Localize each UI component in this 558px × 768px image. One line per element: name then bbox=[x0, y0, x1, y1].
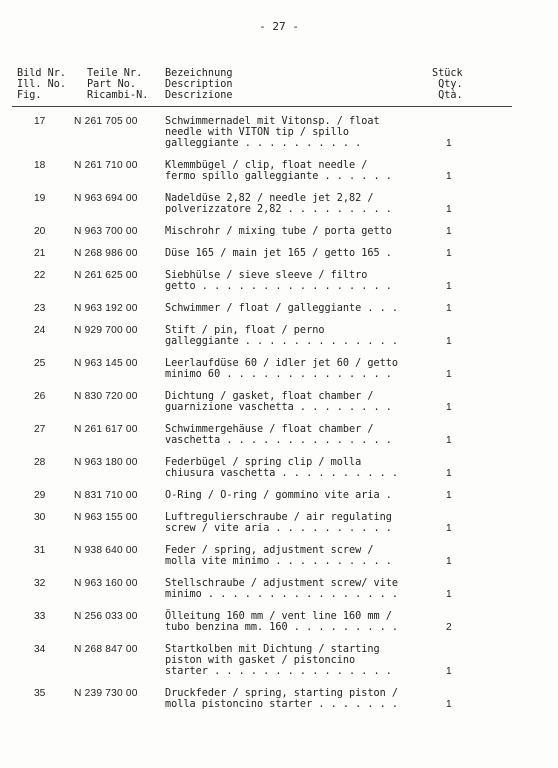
row-quantity: 1 bbox=[446, 666, 452, 677]
row-part-number: N 963 700 00 bbox=[74, 226, 138, 237]
table-row bbox=[0, 193, 558, 215]
table-row bbox=[0, 512, 558, 534]
row-figure-number: 27 bbox=[34, 424, 46, 435]
row-quantity: 1 bbox=[446, 589, 452, 600]
row-description: Luftregulierschraube / air regulating screw / vite aria . . . . . . . . . . bbox=[165, 512, 392, 534]
table-row bbox=[0, 424, 558, 446]
row-figure-number: 26 bbox=[34, 391, 46, 402]
row-figure-number: 22 bbox=[34, 270, 46, 281]
row-figure-number: 30 bbox=[34, 512, 46, 523]
row-description: Stift / pin, float / perno galleggiante . . . . . . . . . . . . . bbox=[165, 325, 399, 347]
table-row bbox=[0, 116, 558, 149]
row-part-number: N 963 160 00 bbox=[74, 578, 138, 589]
row-description: Startkolben mit Dichtung / starting piston with gasket / pistoncino starter . . . . . . . . . . . . . . . bbox=[165, 644, 392, 677]
row-part-number: N 831 710 00 bbox=[74, 490, 138, 501]
header-divider bbox=[12, 106, 512, 107]
table-row bbox=[0, 248, 558, 259]
row-description: Feder / spring, adjustment screw / molla vite minimo . . . . . . . . . . bbox=[165, 545, 392, 567]
row-quantity: 1 bbox=[446, 204, 452, 215]
table-row bbox=[0, 325, 558, 347]
row-part-number: N 963 145 00 bbox=[74, 358, 138, 369]
table-row bbox=[0, 611, 558, 633]
row-description: Siebhülse / sieve sleeve / filtro getto . . . . . . . . . . . . . . . . bbox=[165, 270, 392, 292]
table-row bbox=[0, 270, 558, 292]
row-part-number: N 256 033 00 bbox=[74, 611, 138, 622]
row-quantity: 1 bbox=[446, 402, 452, 413]
row-description: Nadeldüse 2,82 / needle jet 2,82 / polverizzatore 2,82 . . . . . . . . . bbox=[165, 193, 392, 215]
row-figure-number: 34 bbox=[34, 644, 46, 655]
row-part-number: N 963 180 00 bbox=[74, 457, 138, 468]
row-figure-number: 23 bbox=[34, 303, 46, 314]
row-figure-number: 32 bbox=[34, 578, 46, 589]
row-quantity: 1 bbox=[446, 226, 452, 237]
table-row bbox=[0, 226, 558, 237]
row-quantity: 1 bbox=[446, 369, 452, 380]
row-description: Düse 165 / main jet 165 / getto 165 . bbox=[165, 248, 392, 259]
row-figure-number: 17 bbox=[34, 116, 46, 127]
row-part-number: N 239 730 00 bbox=[74, 688, 138, 699]
row-figure-number: 19 bbox=[34, 193, 46, 204]
row-quantity: 1 bbox=[446, 138, 452, 149]
row-figure-number: 29 bbox=[34, 490, 46, 501]
row-figure-number: 18 bbox=[34, 160, 46, 171]
column-header-qty: Stück Qty. Qtà. bbox=[432, 68, 463, 101]
row-part-number: N 261 617 00 bbox=[74, 424, 138, 435]
row-part-number: N 929 700 00 bbox=[74, 325, 138, 336]
row-description: Mischrohr / mixing tube / porta getto bbox=[165, 226, 392, 237]
table-row bbox=[0, 160, 558, 182]
row-part-number: N 963 155 00 bbox=[74, 512, 138, 523]
row-quantity: 1 bbox=[446, 435, 452, 446]
row-part-number: N 963 694 00 bbox=[74, 193, 138, 204]
row-figure-number: 24 bbox=[34, 325, 46, 336]
row-figure-number: 31 bbox=[34, 545, 46, 556]
row-description: O-Ring / O-ring / gommino vite aria . bbox=[165, 490, 392, 501]
row-part-number: N 261 705 00 bbox=[74, 116, 138, 127]
row-quantity: 2 bbox=[446, 622, 452, 633]
table-row bbox=[0, 358, 558, 380]
table-row bbox=[0, 644, 558, 677]
row-description: Federbügel / spring clip / molla chiusura vaschetta . . . . . . . . . . bbox=[165, 457, 399, 479]
row-figure-number: 21 bbox=[34, 248, 46, 259]
row-description: Klemmbügel / clip, float needle / fermo spillo galleggiante . . . . . . bbox=[165, 160, 392, 182]
row-description: Leerlaufdüse 60 / idler jet 60 / getto minimo 60 . . . . . . . . . . . . . . bbox=[165, 358, 399, 380]
row-quantity: 1 bbox=[446, 490, 452, 501]
row-quantity: 1 bbox=[446, 281, 452, 292]
parts-list bbox=[0, 116, 558, 721]
row-quantity: 1 bbox=[446, 248, 452, 259]
column-header-description: Bezeichnung Description Descrizione bbox=[165, 68, 233, 101]
row-quantity: 1 bbox=[446, 303, 452, 314]
row-description: Schwimmernadel mit Vitonsp. / float needle with VITON tip / spillo galleggiante . . . . . . . . . . bbox=[165, 116, 380, 149]
row-figure-number: 33 bbox=[34, 611, 46, 622]
row-part-number: N 261 710 00 bbox=[74, 160, 138, 171]
table-row bbox=[0, 303, 558, 314]
table-row bbox=[0, 391, 558, 413]
row-description: Schwimmergehäuse / float chamber / vaschetta . . . . . . . . . . . . . . bbox=[165, 424, 392, 446]
page-number: - 27 - bbox=[259, 20, 299, 33]
row-figure-number: 25 bbox=[34, 358, 46, 369]
row-figure-number: 28 bbox=[34, 457, 46, 468]
row-description: Schwimmer / float / galleggiante . . . bbox=[165, 303, 399, 314]
row-quantity: 1 bbox=[446, 171, 452, 182]
row-part-number: N 938 640 00 bbox=[74, 545, 138, 556]
row-figure-number: 35 bbox=[34, 688, 46, 699]
row-description: Druckfeder / spring, starting piston / molla pistoncino starter . . . . . . . bbox=[165, 688, 399, 710]
table-row bbox=[0, 457, 558, 479]
row-quantity: 1 bbox=[446, 468, 452, 479]
row-part-number: N 268 847 00 bbox=[74, 644, 138, 655]
row-part-number: N 963 192 00 bbox=[74, 303, 138, 314]
row-part-number: N 268 986 00 bbox=[74, 248, 138, 259]
table-row bbox=[0, 490, 558, 501]
row-figure-number: 20 bbox=[34, 226, 46, 237]
row-description: Ölleitung 160 mm / vent line 160 mm / tubo benzina mm. 160 . . . . . . . . . bbox=[165, 611, 399, 633]
column-header-part: Teile Nr. Part No. Ricambi-N. bbox=[87, 68, 149, 101]
column-header-fig: Bild Nr. Ill. No. Fig. bbox=[17, 68, 67, 101]
table-row bbox=[0, 578, 558, 600]
row-quantity: 1 bbox=[446, 699, 452, 710]
table-row bbox=[0, 688, 558, 710]
row-description: Dichtung / gasket, float chamber / guarnizione vaschetta . . . . . . . . bbox=[165, 391, 392, 413]
table-row bbox=[0, 545, 558, 567]
row-quantity: 1 bbox=[446, 556, 452, 567]
row-quantity: 1 bbox=[446, 336, 452, 347]
row-part-number: N 261 625 00 bbox=[74, 270, 138, 281]
row-quantity: 1 bbox=[446, 523, 452, 534]
row-description: Stellschraube / adjustment screw/ vite minimo . . . . . . . . . . . . . . . . bbox=[165, 578, 399, 600]
row-part-number: N 830 720 00 bbox=[74, 391, 138, 402]
